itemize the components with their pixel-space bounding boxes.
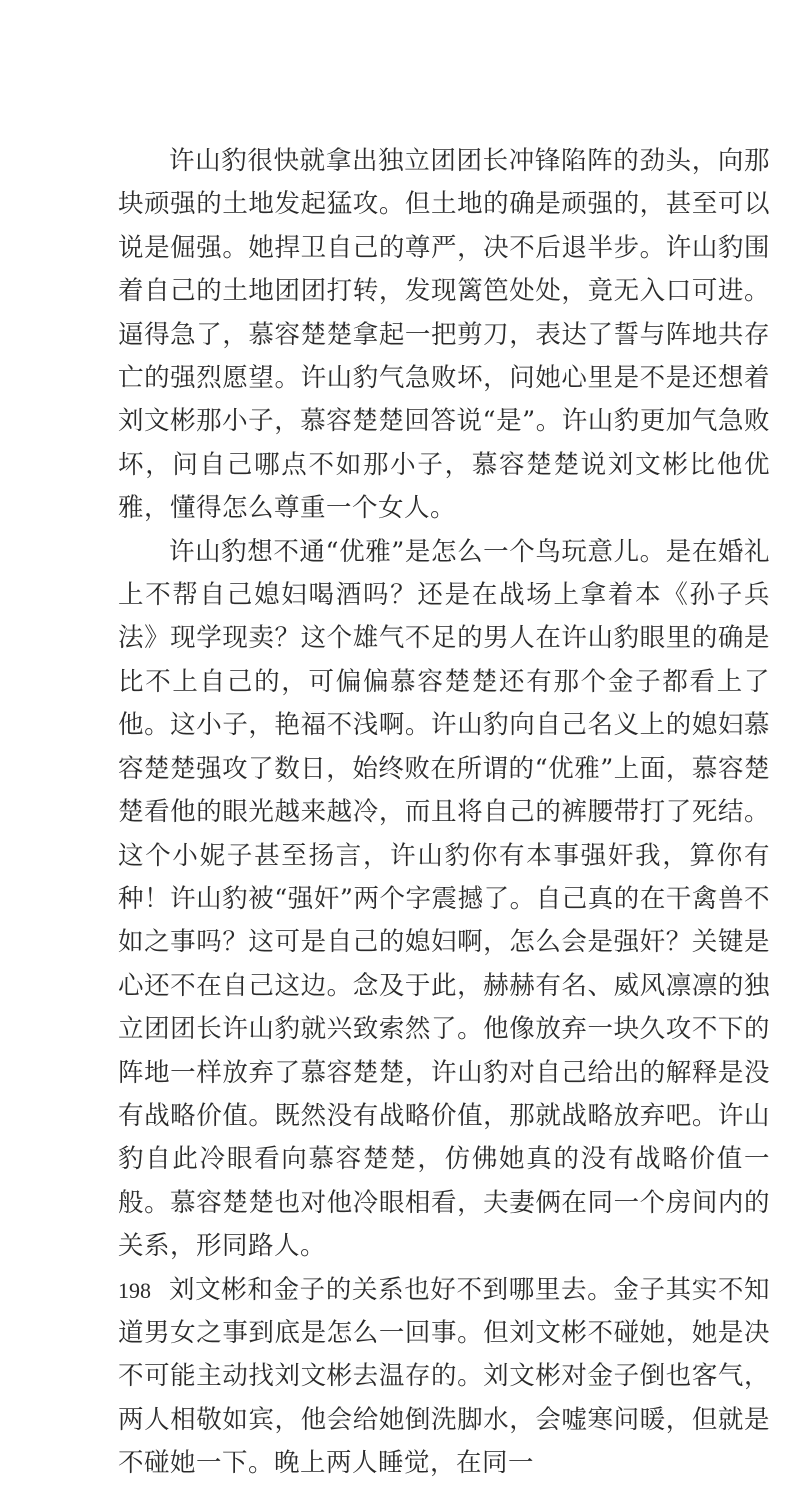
page-number: 198	[118, 1278, 151, 1303]
body-text	[118, 140, 770, 1486]
paragraph-3: 刘文彬和金子的关系也好不到哪里去。金子其实不知道男女之事到底是怎么一回事。但刘文彬不碰她，她是决不可能主动找刘文彬去温存的。刘文彬对金子倒也客气，两人相敬如宾，他会给她倒洗脚水，会嘘寒问暖，但就是不碰她一下。晚上两人睡觉，在同一	[118, 1274, 770, 1479]
paragraph-1: 许山豹很快就拿出独立团团长冲锋陷阵的劲头，向那块顽强的土地发起猛攻。但土地的确是顽强的，甚至可以说是倔强。她捍卫自己的尊严，决不后退半步。许山豹围着自己的土地团团打转，发现篱笆处处，竟无入口可进。逼得急了，慕容楚楚拿起一把剪刀，表达了誓与阵地共存亡的强烈愿望。许山豹气急败坏，问她心里是不是还想着刘文彬那小子，慕容楚楚回答说“是”。许山豹更加气急败坏，问自己哪点不如那小子，慕容楚楚说刘文彬比他优雅，懂得怎么尊重一个女人。	[118, 146, 770, 524]
paragraph-2: 许山豹想不通“优雅”是怎么一个鸟玩意儿。是在婚礼上不帮自己媳妇喝酒吗？还是在战场上拿着本《孙子兵法》现学现卖？这个雄气不足的男人在许山豹眼里的确是比不上自己的，可偏偏慕容楚楚还有那个金子都看上了他。这小子，艳福不浅啊。许山豹向自己名义上的媳妇慕容楚楚强攻了数日，始终败在所谓的“优雅”上面，慕容楚楚看他的眼光越来越冷，而且将自己的裤腰带打了死结。这个小妮子甚至扬言，许山豹你有本事强奸我，算你有种！许山豹被“强奸”两个字震撼了。自己真的在干禽兽不如之事吗？这可是自己的媳妇啊，怎么会是强奸？关键是心还不在自己这边。念及于此，赫赫有名、威风凛凛的独立团团长许山豹就兴致索然了。他像放弃一块久攻不下的阵地一样放弃了慕容楚楚，许山豹对自己给出的解释是没有战略价值。既然没有战略价值，那就战略放弃吧。许山豹自此冷眼看向慕容楚楚，仿佛她真的没有战略价值一般。慕容楚楚也对他冷眼相看，夫妻俩在同一个房间内的关系，形同路人。	[118, 536, 770, 1262]
